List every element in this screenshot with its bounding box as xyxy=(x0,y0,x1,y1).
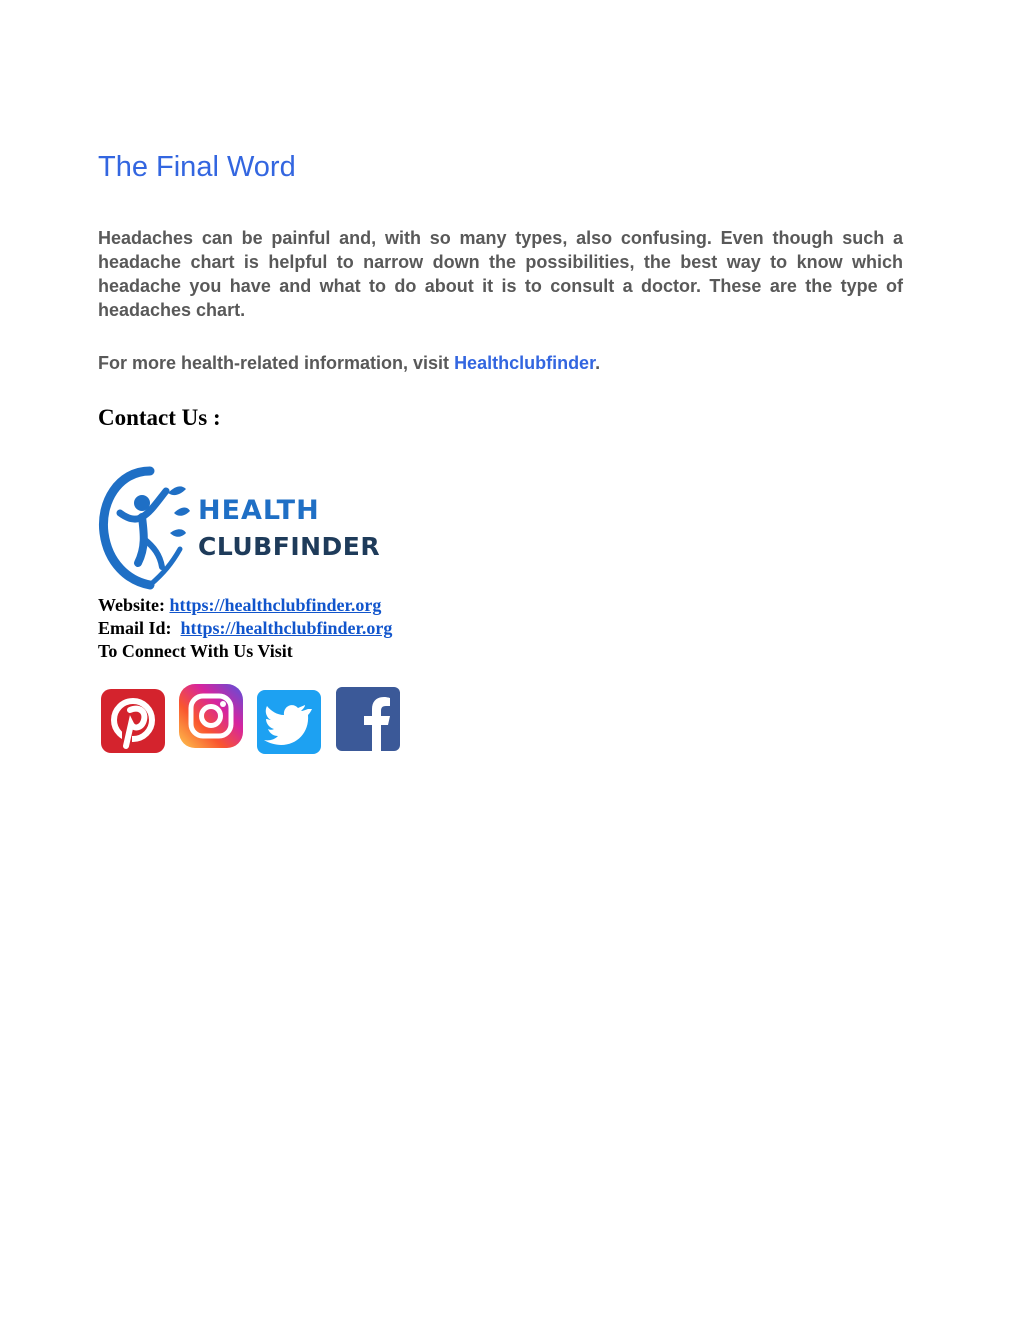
social-icons-row xyxy=(100,683,410,757)
body-paragraph: Headaches can be painful and, with so many types, also confusing. Even though such a headache chart is helpful to narrow down the possibilities, the best way to know which headache you have and what to do about it is to consult a doctor. These are the type of headaches chart. xyxy=(98,228,903,320)
email-link[interactable]: https://healthclubfinder.org xyxy=(180,618,393,638)
email-label: Email Id: xyxy=(98,618,172,638)
more-info-suffix: . xyxy=(595,353,601,373)
health-clubfinder-logo xyxy=(98,463,381,589)
connect-line: To Connect With Us Visit xyxy=(98,641,293,661)
contact-heading: Contact Us : xyxy=(98,405,221,430)
contact-details xyxy=(98,594,392,663)
healthclubfinder-link[interactable]: Healthclubfinder xyxy=(454,353,596,373)
twitter-icon[interactable] xyxy=(256,689,322,755)
logo-line-clubfinder: CLUBFINDER xyxy=(198,532,381,561)
instagram-icon[interactable] xyxy=(178,683,244,749)
logo-line-health: HEALTH xyxy=(198,495,320,526)
website-line xyxy=(98,594,392,617)
more-info-line xyxy=(98,351,600,375)
more-info-prefix: For more health-related information, visit xyxy=(98,353,455,373)
pinterest-icon[interactable] xyxy=(100,688,166,754)
website-label: Website: xyxy=(98,595,165,615)
facebook-icon[interactable] xyxy=(335,686,401,752)
website-link[interactable]: https://healthclubfinder.org xyxy=(169,595,382,615)
email-line xyxy=(98,617,392,640)
page-title: The Final Word xyxy=(98,151,296,183)
